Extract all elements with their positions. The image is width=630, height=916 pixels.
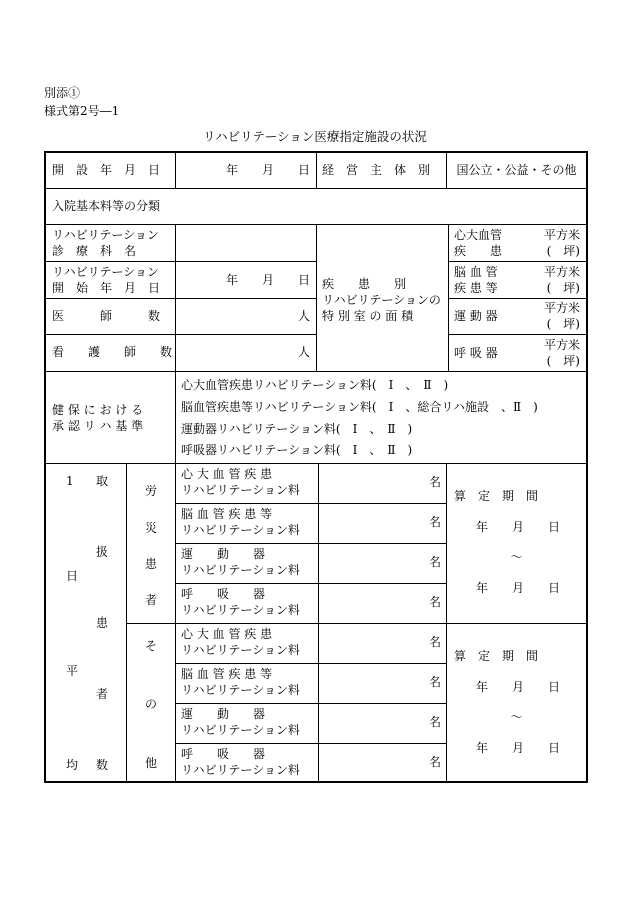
area-resp-unit-1: 平方米: [543, 338, 580, 352]
fee-label: リハビリテーション料: [181, 523, 300, 537]
area-cerebro-label-2: 疾 患 等: [454, 281, 498, 295]
area-cardio-unit-2: ( 坪): [546, 244, 580, 258]
area-motor-unit-1: 平方米: [543, 301, 580, 315]
daily-char: 平: [66, 664, 79, 678]
period-date: 年 月 日: [476, 680, 561, 694]
rule: [46, 463, 586, 464]
daily-char: 患: [96, 616, 109, 630]
opening-date-value: 年 月 日: [225, 163, 310, 177]
rule: [126, 623, 586, 624]
count-unit: 名: [428, 555, 441, 569]
rehab-dept-label-2: 診 療 科 名: [52, 244, 137, 258]
rule: [448, 334, 586, 335]
room-area-label-2: リハビリテーションの: [322, 293, 441, 307]
nurses-unit: 人: [297, 345, 310, 359]
fee-label: 心 大 血 管 疾 患: [181, 627, 273, 641]
daily-char: 数: [96, 758, 109, 772]
area-cardio-label-1: 心大血管: [454, 228, 503, 242]
rule: [316, 153, 317, 188]
period-tilde: ～: [510, 710, 523, 724]
rehab-start-date: 年 月 日: [225, 273, 310, 287]
room-area-label-3: 特 別 室 の 面 積: [322, 309, 414, 323]
rule: [46, 371, 586, 372]
rule: [126, 463, 127, 783]
rule: [446, 463, 447, 783]
facility-form: [44, 151, 588, 783]
daily-char: 扱: [96, 545, 109, 559]
opening-date-label: 開 設 年 月 日: [52, 163, 161, 177]
room-area-label-1: 疾 患 別: [322, 277, 407, 291]
operator-options: 国公立・公益・その他: [456, 163, 577, 177]
fee-label: リハビリテーション料: [181, 643, 300, 657]
area-motor-unit-2: ( 坪): [546, 317, 580, 331]
insurance-item: 心大血管疾患リハビリテーション料( Ⅰ 、 Ⅱ ): [181, 378, 449, 392]
rule: [175, 743, 446, 744]
period-label: 算 定 期 間: [454, 489, 539, 503]
fee-label: 呼 吸 器: [181, 587, 266, 601]
group2-char: の: [145, 697, 158, 711]
count-unit: 名: [428, 635, 441, 649]
fee-label: 運 動 器: [181, 547, 266, 561]
group1-char: 者: [145, 593, 158, 607]
fee-label: 脳 血 管 疾 患 等: [181, 507, 273, 521]
daily-char: 均: [66, 758, 79, 772]
fee-label: 脳 血 管 疾 患 等: [181, 667, 273, 681]
fee-label: リハビリテーション料: [181, 683, 300, 697]
rehab-start-label-1: リハビリテーション: [52, 265, 159, 279]
daily-char: 取: [96, 474, 109, 488]
fee-label: リハビリテーション料: [181, 483, 300, 497]
insurance-item: 脳血管疾患等リハビリテーション料( Ⅰ 、総合リハ施設 、Ⅱ ): [181, 400, 538, 414]
rule: [46, 261, 316, 262]
rule: [46, 334, 316, 335]
fee-label: リハビリテーション料: [181, 563, 300, 577]
fee-label: 呼 吸 器: [181, 747, 266, 761]
count-unit: 名: [428, 475, 441, 489]
rule: [175, 543, 446, 544]
fee-label: 運 動 器: [181, 707, 266, 721]
area-resp-label: 呼 吸 器: [454, 346, 498, 360]
document-title: リハビリテーション医療指定施設の状況: [203, 129, 427, 144]
area-cerebro-unit-2: ( 坪): [546, 281, 580, 295]
area-cerebro-label-1: 脳 血 管: [454, 265, 498, 279]
doctors-label: 医 師 数: [52, 309, 161, 323]
daily-char: 1: [66, 474, 74, 488]
daily-char: 日: [66, 569, 79, 583]
fee-label: 心 大 血 管 疾 患: [181, 467, 273, 481]
area-cardio-label-2: 疾 患: [454, 244, 503, 258]
rule: [46, 298, 316, 299]
group1-char: 災: [145, 521, 158, 535]
rule: [316, 224, 317, 371]
period-date: 年 月 日: [476, 520, 561, 534]
nurses-label: 看 護 師 数: [52, 345, 173, 359]
admission-fee-label: 入院基本料等の分類: [52, 199, 161, 213]
rehab-start-label-2: 開 始 年 月 日: [52, 281, 161, 295]
area-cardio-unit-1: 平方米: [543, 228, 580, 242]
rule: [448, 298, 586, 299]
rule: [318, 463, 319, 783]
operator-label: 経 営 主 体 別: [322, 163, 431, 177]
count-unit: 名: [428, 675, 441, 689]
area-cerebro-unit-1: 平方米: [543, 265, 580, 279]
insurance-label-1: 健 保 に お け る: [52, 403, 144, 417]
rule: [448, 224, 449, 371]
rule: [175, 583, 446, 584]
fee-label: リハビリテーション料: [181, 603, 300, 617]
rule: [46, 188, 586, 189]
rule: [448, 261, 586, 262]
period-label: 算 定 期 間: [454, 649, 539, 663]
area-motor-label: 運 動 器: [454, 309, 498, 323]
group2-char: 他: [145, 756, 158, 770]
insurance-item: 運動器リハビリテーション料( Ⅰ 、 Ⅱ ): [181, 422, 413, 436]
rule: [175, 503, 446, 504]
period-date: 年 月 日: [476, 741, 561, 755]
period-tilde: ～: [510, 550, 523, 564]
doctors-unit: 人: [297, 309, 310, 323]
group1-char: 労: [145, 484, 158, 498]
count-unit: 名: [428, 515, 441, 529]
form-number: 様式第2号―1: [44, 104, 120, 118]
count-unit: 名: [428, 755, 441, 769]
count-unit: 名: [428, 595, 441, 609]
daily-char: 者: [96, 687, 109, 701]
insurance-label-2: 承 認 リ ハ 基 準: [52, 419, 144, 433]
fee-label: リハビリテーション料: [181, 723, 300, 737]
insurance-item: 呼吸器リハビリテーション料( Ⅰ 、 Ⅱ ): [181, 443, 413, 457]
rule: [175, 663, 446, 664]
group1-char: 患: [145, 557, 158, 571]
rule: [175, 371, 176, 463]
rule: [175, 703, 446, 704]
fee-label: リハビリテーション料: [181, 763, 300, 777]
rehab-dept-label-1: リハビリテーション: [52, 228, 159, 242]
period-date: 年 月 日: [476, 581, 561, 595]
count-unit: 名: [428, 715, 441, 729]
group2-char: そ: [145, 639, 158, 653]
area-resp-unit-2: ( 坪): [546, 354, 580, 368]
attachment-label: 別添①: [44, 86, 81, 100]
rule: [175, 463, 176, 783]
